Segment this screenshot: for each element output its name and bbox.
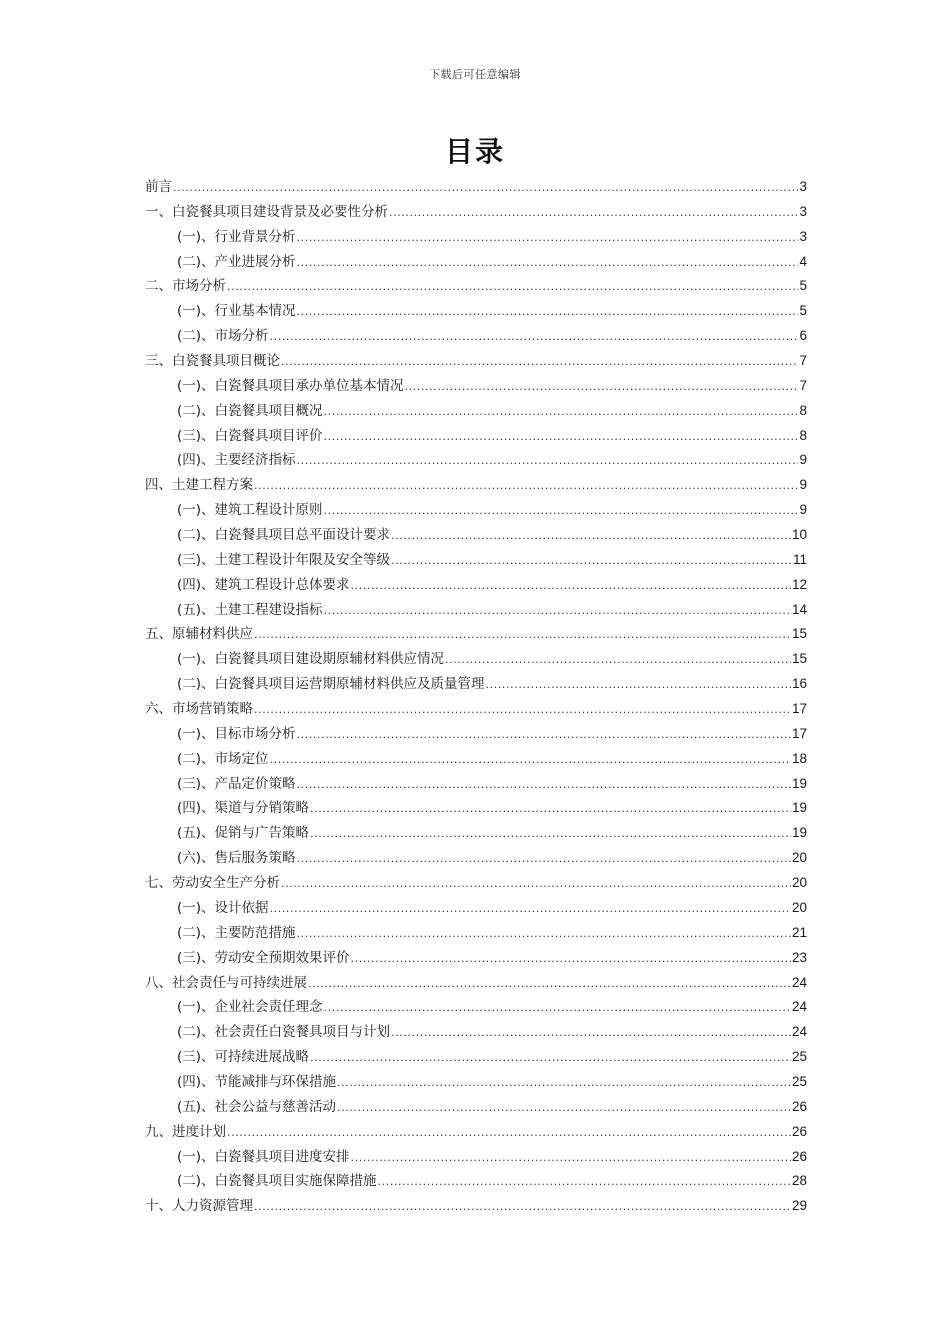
toc-page-number: 14 bbox=[791, 601, 807, 617]
toc-dot-leader bbox=[254, 1195, 791, 1220]
toc-page-number: 26 bbox=[791, 1098, 807, 1114]
toc-dot-leader bbox=[324, 996, 791, 1021]
toc-dot-leader bbox=[227, 275, 798, 300]
toc-page-number: 20 bbox=[791, 850, 807, 866]
toc-page-number: 19 bbox=[791, 825, 807, 841]
toc-chapter-link[interactable] bbox=[145, 1194, 807, 1219]
toc-page-number: 17 bbox=[791, 701, 807, 717]
toc-entry-title: 六、市场营销策略 bbox=[145, 701, 253, 718]
toc-page-number: 16 bbox=[791, 676, 807, 692]
toc-dot-leader bbox=[270, 748, 791, 773]
toc-dot-leader bbox=[297, 226, 799, 251]
toc-page-number: 9 bbox=[799, 452, 807, 468]
toc-dot-leader bbox=[391, 524, 791, 549]
toc-dot-leader bbox=[270, 897, 791, 922]
toc-dot-leader bbox=[310, 822, 791, 847]
toc-entry-title: (五)、社会公益与慈善活动 bbox=[177, 1098, 337, 1115]
toc-dot-leader bbox=[227, 1121, 791, 1146]
toc-entry-title: (一)、建筑工程设计原则 bbox=[177, 502, 323, 519]
toc-dot-leader bbox=[324, 499, 799, 524]
toc-entry-title: (三)、可持续进展战略 bbox=[177, 1049, 310, 1066]
toc-page-number: 20 bbox=[791, 875, 807, 891]
toc-entry-title: (三)、劳动安全预期效果评价 bbox=[177, 949, 350, 966]
toc-entry-title: (三)、土建工程设计年限及安全等级 bbox=[177, 551, 391, 568]
toc-dot-leader bbox=[270, 325, 799, 350]
toc-page-number: 6 bbox=[799, 328, 807, 344]
toc-page-number: 10 bbox=[791, 527, 807, 543]
toc-entry-title: 七、劳动安全生产分析 bbox=[145, 875, 280, 892]
toc-entry-title: (一)、目标市场分析 bbox=[177, 725, 296, 742]
toc-section-link[interactable] bbox=[145, 672, 807, 697]
toc-page-number: 24 bbox=[791, 974, 807, 990]
toc-entry-title: 四、土建工程方案 bbox=[145, 477, 253, 494]
toc-dot-leader bbox=[378, 1170, 791, 1195]
toc-dot-leader bbox=[391, 549, 792, 574]
toc-chapter-link[interactable] bbox=[145, 971, 807, 996]
toc-entry-title: (四)、建筑工程设计总体要求 bbox=[177, 576, 350, 593]
toc-entry-title: 八、社会责任与可持续进展 bbox=[145, 974, 307, 991]
toc-entry-title: (二)、白瓷餐具项目概况 bbox=[177, 402, 323, 419]
toc-section-link[interactable] bbox=[145, 995, 807, 1020]
toc-entry-title: (一)、企业社会责任理念 bbox=[177, 999, 323, 1016]
toc-page-number: 5 bbox=[799, 303, 807, 319]
toc-section-link[interactable] bbox=[145, 573, 807, 598]
toc-page-number: 15 bbox=[791, 651, 807, 667]
toc-entry-title: (五)、促销与广告策略 bbox=[177, 825, 310, 842]
toc-page-number: 15 bbox=[791, 626, 807, 642]
toc-entry-title: (一)、白瓷餐具项目进度安排 bbox=[177, 1148, 350, 1165]
toc-page-number: 18 bbox=[791, 750, 807, 766]
toc-page-number: 29 bbox=[791, 1198, 807, 1214]
toc-dot-leader bbox=[297, 773, 791, 798]
toc-entry-title: (一)、行业背景分析 bbox=[177, 228, 296, 245]
toc-dot-leader bbox=[173, 176, 798, 201]
toc-section-link[interactable] bbox=[145, 921, 807, 946]
toc-page-number: 3 bbox=[799, 228, 807, 244]
toc-entry-title: (一)、设计依据 bbox=[177, 899, 269, 916]
toc-chapter-link[interactable] bbox=[145, 1120, 807, 1145]
toc-entry-title: 三、白瓷餐具项目概论 bbox=[145, 353, 280, 370]
toc-dot-leader bbox=[337, 1071, 791, 1096]
toc-dot-leader bbox=[281, 872, 791, 897]
toc-section-link[interactable] bbox=[145, 299, 807, 324]
toc-chapter-link[interactable] bbox=[145, 349, 807, 374]
toc-dot-leader bbox=[297, 723, 791, 748]
toc-entry-title: (五)、土建工程建设指标 bbox=[177, 601, 323, 618]
toc-entry-title: (三)、产品定价策略 bbox=[177, 775, 296, 792]
toc-entry-title: 九、进度计划 bbox=[145, 1123, 226, 1140]
toc-page-number: 3 bbox=[799, 179, 807, 194]
toc-dot-leader bbox=[254, 623, 791, 648]
toc-entry-title: (一)、白瓷餐具项目建设期原辅材料供应情况 bbox=[177, 651, 445, 668]
toc-page-number: 8 bbox=[799, 427, 807, 443]
toc-section-link[interactable] bbox=[145, 896, 807, 921]
toc-section-link[interactable] bbox=[145, 796, 807, 821]
toc-page-number: 5 bbox=[799, 278, 807, 294]
toc-section-link[interactable] bbox=[145, 1169, 807, 1194]
toc-dot-leader bbox=[391, 1021, 791, 1046]
toc-dot-leader bbox=[254, 698, 791, 723]
toc-dot-leader bbox=[297, 449, 799, 474]
toc-section-link[interactable] bbox=[145, 647, 807, 672]
toc-chapter-link[interactable] bbox=[145, 200, 807, 225]
toc-entry-title: 五、原辅材料供应 bbox=[145, 626, 253, 643]
toc-dot-leader bbox=[281, 350, 798, 375]
toc-dot-leader bbox=[310, 797, 791, 822]
toc-entry-title: (四)、主要经济指标 bbox=[177, 452, 296, 469]
toc-dot-leader bbox=[351, 574, 791, 599]
toc-entry-title: (二)、社会责任白瓷餐具项目与计划 bbox=[177, 1024, 391, 1041]
toc-chapter-link[interactable] bbox=[145, 697, 807, 722]
table-of-contents bbox=[145, 175, 807, 1219]
toc-entry-title: 二、市场分析 bbox=[145, 278, 226, 295]
toc-section-link[interactable] bbox=[145, 225, 807, 250]
toc-section-link[interactable] bbox=[145, 747, 807, 772]
toc-dot-leader bbox=[297, 922, 791, 947]
toc-section-link[interactable] bbox=[145, 946, 807, 971]
toc-entry-title: (二)、主要防范措施 bbox=[177, 924, 296, 941]
toc-page-number: 11 bbox=[792, 551, 807, 567]
toc-page-number: 17 bbox=[791, 725, 807, 741]
toc-page-number: 24 bbox=[791, 999, 807, 1015]
toc-section-link[interactable] bbox=[145, 250, 807, 275]
toc-page-number: 8 bbox=[799, 402, 807, 418]
toc-section-link[interactable] bbox=[145, 523, 807, 548]
toc-chapter-link[interactable] bbox=[145, 473, 807, 498]
toc-section-link[interactable] bbox=[145, 548, 807, 573]
toc-dot-leader bbox=[351, 1146, 791, 1171]
toc-entry-title: (四)、节能减排与环保措施 bbox=[177, 1073, 337, 1090]
toc-dot-leader bbox=[486, 673, 791, 698]
toc-section-link[interactable] bbox=[145, 399, 807, 424]
toc-chapter-link[interactable] bbox=[145, 175, 807, 200]
toc-entry-title: (三)、白瓷餐具项目评价 bbox=[177, 427, 323, 444]
toc-entry-title: 一、白瓷餐具项目建设背景及必要性分析 bbox=[145, 203, 388, 220]
toc-page-number: 28 bbox=[791, 1173, 807, 1189]
toc-dot-leader bbox=[324, 425, 799, 450]
toc-dot-leader bbox=[324, 400, 799, 425]
toc-section-link[interactable] bbox=[145, 1020, 807, 1045]
toc-entry-title: (四)、渠道与分销策略 bbox=[177, 800, 310, 817]
toc-section-link[interactable] bbox=[145, 324, 807, 349]
toc-page-number: 19 bbox=[791, 800, 807, 816]
toc-entry-title: (二)、市场定位 bbox=[177, 750, 269, 767]
toc-dot-leader bbox=[297, 847, 791, 872]
toc-entry-title: (二)、白瓷餐具项目实施保障措施 bbox=[177, 1173, 377, 1190]
toc-section-link[interactable] bbox=[145, 821, 807, 846]
toc-chapter-link[interactable] bbox=[145, 871, 807, 896]
toc-entry-title: 前言 bbox=[145, 179, 172, 195]
toc-entry-title: (二)、市场分析 bbox=[177, 328, 269, 345]
toc-entry-title: (二)、白瓷餐具项目运营期原辅材料供应及质量管理 bbox=[177, 676, 485, 693]
toc-section-link[interactable] bbox=[145, 424, 807, 449]
toc-page-number: 9 bbox=[799, 502, 807, 518]
toc-entry-title: (二)、白瓷餐具项目总平面设计要求 bbox=[177, 527, 391, 544]
toc-dot-leader bbox=[324, 599, 791, 624]
toc-page-number: 7 bbox=[799, 353, 807, 369]
toc-dot-leader bbox=[337, 1096, 791, 1121]
toc-dot-leader bbox=[389, 201, 798, 226]
toc-page-number: 19 bbox=[791, 775, 807, 791]
toc-entry-title: (一)、行业基本情况 bbox=[177, 303, 296, 320]
toc-section-link[interactable] bbox=[145, 1045, 807, 1070]
toc-chapter-link[interactable] bbox=[145, 274, 807, 299]
toc-page-number: 23 bbox=[791, 949, 807, 965]
toc-entry-title: (六)、售后服务策略 bbox=[177, 850, 296, 867]
toc-page-number: 25 bbox=[791, 1049, 807, 1065]
toc-page-number: 24 bbox=[791, 1024, 807, 1040]
toc-entry-title: (一)、白瓷餐具项目承办单位基本情况 bbox=[177, 377, 404, 394]
toc-chapter-link[interactable] bbox=[145, 622, 807, 647]
toc-entry-title: (二)、产业进展分析 bbox=[177, 253, 296, 270]
toc-dot-leader bbox=[254, 474, 798, 499]
toc-page-number: 4 bbox=[799, 253, 807, 269]
toc-dot-leader bbox=[310, 1046, 791, 1071]
toc-section-link[interactable] bbox=[145, 1095, 807, 1120]
toc-dot-leader bbox=[351, 947, 791, 972]
toc-page-number: 20 bbox=[791, 899, 807, 915]
toc-dot-leader bbox=[308, 972, 791, 997]
toc-page-number: 25 bbox=[791, 1073, 807, 1089]
toc-section-link[interactable] bbox=[145, 498, 807, 523]
toc-section-link[interactable] bbox=[145, 846, 807, 871]
toc-page-number: 12 bbox=[791, 576, 807, 592]
toc-section-link[interactable] bbox=[145, 598, 807, 623]
toc-page-number: 7 bbox=[799, 377, 807, 393]
page-header-note: 下载后可任意编辑 bbox=[429, 68, 521, 81]
toc-title: 目录 bbox=[444, 135, 505, 168]
toc-section-link[interactable] bbox=[145, 374, 807, 399]
toc-dot-leader bbox=[297, 300, 799, 325]
toc-page-number: 26 bbox=[791, 1123, 807, 1139]
toc-dot-leader bbox=[297, 251, 799, 276]
toc-page-number: 21 bbox=[791, 924, 807, 940]
toc-section-link[interactable] bbox=[145, 772, 807, 797]
toc-section-link[interactable] bbox=[145, 1070, 807, 1095]
toc-section-link[interactable] bbox=[145, 722, 807, 747]
toc-page-number: 26 bbox=[791, 1148, 807, 1164]
toc-page-number: 9 bbox=[799, 477, 807, 493]
toc-section-link[interactable] bbox=[145, 1145, 807, 1170]
toc-entry-title: 十、人力资源管理 bbox=[145, 1198, 253, 1215]
toc-dot-leader bbox=[445, 648, 791, 673]
toc-page-number: 3 bbox=[799, 203, 807, 219]
toc-dot-leader bbox=[405, 375, 799, 400]
toc-section-link[interactable] bbox=[145, 448, 807, 473]
